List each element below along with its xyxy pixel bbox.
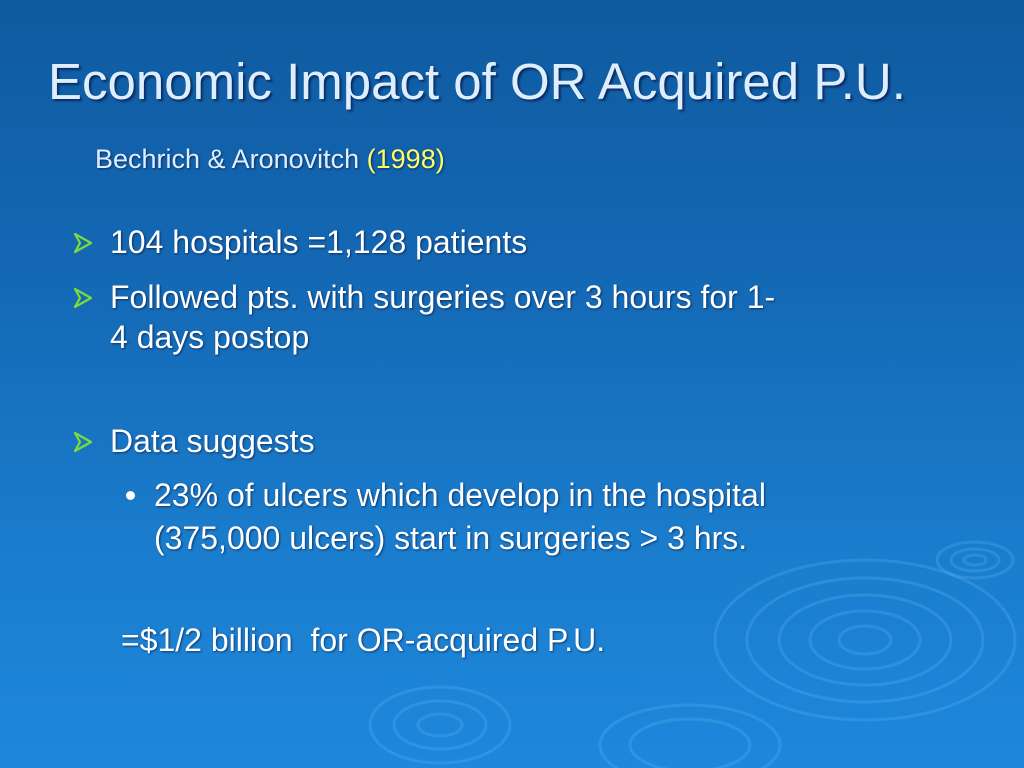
bullet-text-line-1: Followed pts. with surgeries over 3 hours for 1- xyxy=(110,279,776,315)
bullet-text-line-2: 4 days postop xyxy=(110,319,310,355)
citation-authors: Bechrich & Aronovitch xyxy=(95,144,367,174)
round-bullet-icon xyxy=(126,491,135,500)
citation-year-open: ( xyxy=(366,144,376,174)
bullet-text: Data suggests xyxy=(110,423,315,459)
conclusion-text: =$1/2 billion for OR-acquired P.U. xyxy=(121,622,606,658)
bullet-text: 104 hospitals =1,128 patients xyxy=(110,224,528,260)
citation-year-close: ) xyxy=(435,144,445,174)
citation-subtitle xyxy=(95,142,445,176)
green-arrowhead-icon xyxy=(72,431,94,453)
citation-year: 1998 xyxy=(375,144,436,174)
slide-title: Economic Impact of OR Acquired P.U. xyxy=(48,53,906,110)
sub-bullet-text-line-1: 23% of ulcers which develop in the hospital xyxy=(154,477,766,513)
green-arrowhead-icon xyxy=(72,232,94,254)
sub-bullet-text-line-2: (375,000 ulcers) start in surgeries > 3 hrs. xyxy=(154,520,748,556)
green-arrowhead-icon xyxy=(72,287,94,309)
